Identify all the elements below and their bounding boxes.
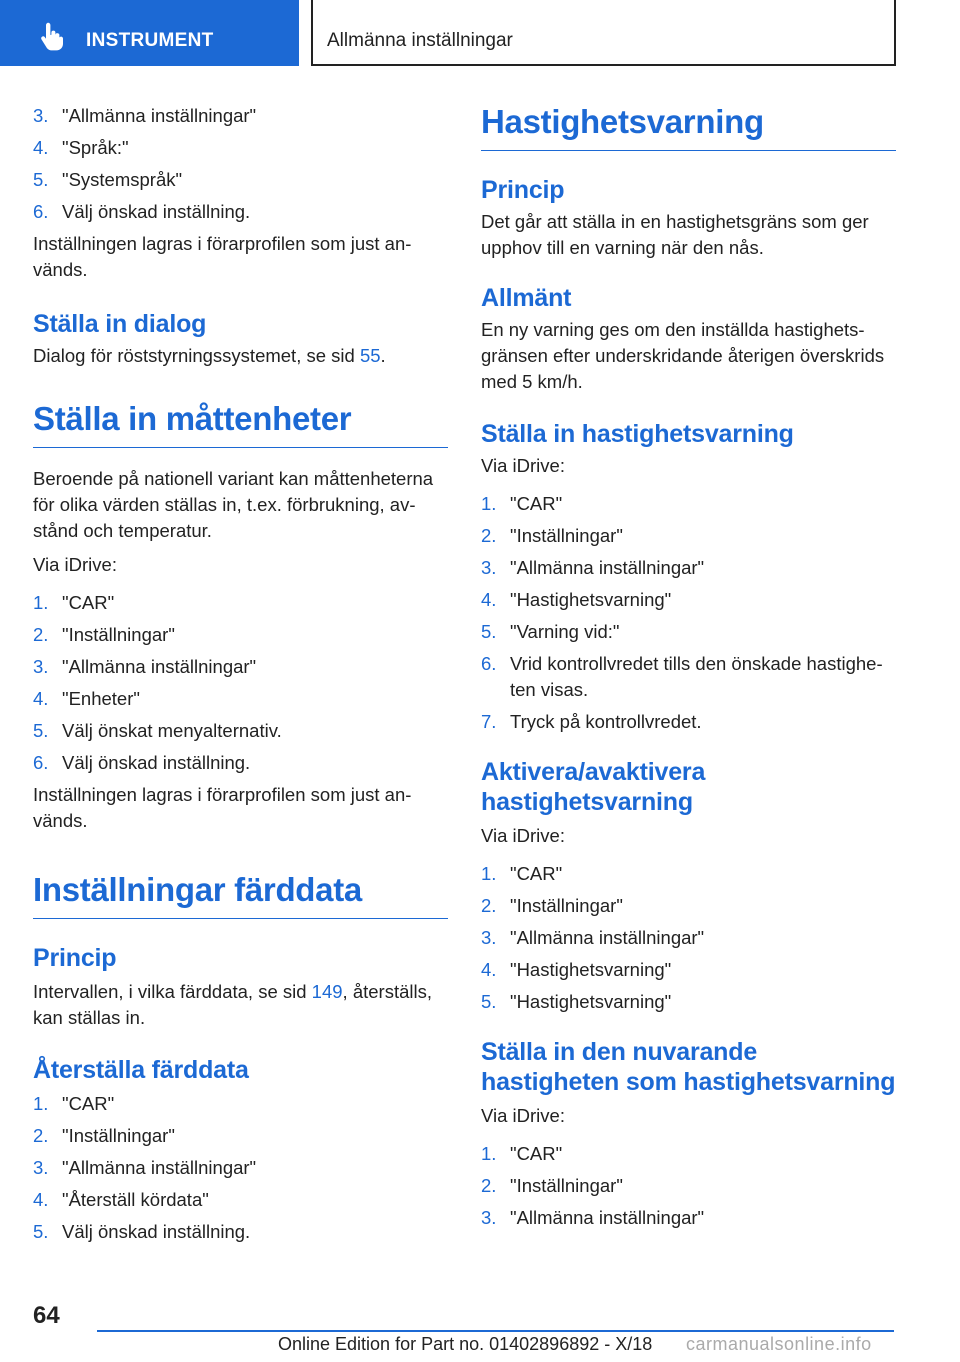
step-number: 5.: [481, 621, 497, 642]
step-text: "Allmänna inställningar": [62, 656, 257, 677]
watermark: carmanualsonline.info: [686, 1334, 872, 1354]
step-text: Välj önskat menyalternativ.: [62, 720, 282, 741]
step-text: Tryck på kontrollvredet.: [510, 711, 702, 732]
chapter-tab-label: INSTRUMENT: [86, 30, 214, 51]
step-text: "Inställningar": [62, 1125, 175, 1146]
list-item: [33, 135, 448, 161]
current-speed-via: Via iDrive:: [481, 1105, 565, 1126]
list-item: [33, 103, 448, 129]
edition-text: Online Edition for Part no. 01402896892 - X/18: [278, 1334, 653, 1354]
list-item: [33, 718, 448, 744]
list-item: [481, 587, 896, 613]
list-item: [481, 709, 896, 735]
step-text: "Hastighetsvarning": [510, 589, 672, 610]
language-steps: [33, 103, 448, 225]
dialog-text: [33, 343, 448, 369]
trip-principle-main: Intervallen, i vilka färddata, se sid: [33, 981, 312, 1002]
list-item: [481, 1205, 896, 1231]
step-number: 4.: [481, 959, 497, 980]
step-text: Välj önskad inställning.: [62, 201, 251, 222]
step-text: "Inställningar": [510, 895, 623, 916]
set-speed-steps: [481, 491, 896, 735]
current-speed-steps: [481, 1141, 896, 1231]
step-number: 5.: [33, 720, 49, 741]
step-number: 1.: [33, 1093, 49, 1114]
step-number: 3.: [33, 656, 49, 677]
list-item: [481, 491, 896, 517]
step-number: 6.: [33, 201, 49, 222]
units-intro: Beroende på nationell variant kan måttenheterna för olika värden ställas in, t.ex. förbrukning, av‐ stånd och temperatur.: [33, 468, 434, 541]
list-item: [33, 622, 448, 648]
step-number: 3.: [481, 927, 497, 948]
list-item: [481, 619, 896, 645]
step-number: 5.: [33, 169, 49, 190]
step-text: Välj önskad inställning.: [62, 1221, 251, 1242]
step-text: "Inställningar": [510, 525, 623, 546]
step-text: "Allmänna inställningar": [510, 1207, 705, 1228]
list-item: [481, 1141, 896, 1167]
step-number: 2.: [481, 1175, 497, 1196]
list-item: [33, 590, 448, 616]
step-number: 4.: [481, 589, 497, 610]
trip-heading: Inställningar färddata: [33, 870, 448, 919]
note-text: Inställningen lagras i förarprofilen som just an‐ vänds.: [33, 233, 412, 280]
step-number: 1.: [33, 592, 49, 613]
list-item: [481, 555, 896, 581]
units-heading: Ställa in måttenheter: [33, 399, 448, 448]
list-item: [481, 957, 896, 983]
step-number: 4.: [33, 1189, 49, 1210]
trip-principle-end: , återställs, kan ställas in.: [33, 981, 432, 1028]
reset-heading: Återställa färddata: [33, 1056, 249, 1084]
speed-principle-text: Det går att ställa in en hastighetsgräns som ger upphov till en varning när den nås.: [481, 211, 869, 258]
list-item: [481, 989, 896, 1015]
step-text: "Inställningar": [62, 624, 175, 645]
page-link-149[interactable]: 149: [311, 981, 343, 1002]
step-number: 2.: [481, 895, 497, 916]
page-link-55[interactable]: 55: [359, 345, 381, 366]
step-text: "Hastighetsvarning": [510, 991, 672, 1012]
step-text: "Allmänna inställningar": [510, 557, 705, 578]
chapter-tab[interactable]: [0, 0, 299, 66]
units-steps: [33, 590, 448, 776]
list-item: [481, 523, 896, 549]
step-number: 4.: [33, 688, 49, 709]
step-text: "CAR": [62, 592, 115, 613]
list-item: [33, 1091, 448, 1117]
step-number: 6.: [481, 653, 497, 674]
step-text: "CAR": [510, 1143, 563, 1164]
list-item: [33, 1219, 448, 1245]
step-number: 3.: [33, 105, 49, 126]
step-text: "CAR": [62, 1093, 115, 1114]
section-header: [311, 0, 896, 66]
step-number: 1.: [481, 493, 497, 514]
step-text: "Enheter": [62, 688, 140, 709]
step-text: "CAR": [510, 493, 563, 514]
note-text-2: Inställningen lagras i förarprofilen som just an‐ vänds.: [33, 784, 412, 831]
step-text: "Språk:": [62, 137, 129, 158]
list-item: [481, 1173, 896, 1199]
step-number: 1.: [481, 1143, 497, 1164]
general-heading: Allmänt: [481, 284, 572, 312]
list-item: [33, 1187, 448, 1213]
step-text: "Allmänna inställningar": [510, 927, 705, 948]
reset-steps: [33, 1091, 448, 1245]
list-item: [33, 167, 448, 193]
list-item: [481, 893, 896, 919]
list-item: [33, 686, 448, 712]
list-item: [33, 654, 448, 680]
dialog-heading: Ställa in dialog: [33, 310, 207, 338]
step-text: "Varning vid:": [510, 621, 620, 642]
activate-heading: Aktivera/avaktivera hastighetsvarning: [481, 758, 706, 816]
speed-heading: Hastighetsvarning: [481, 102, 896, 151]
list-item: [33, 1155, 448, 1181]
list-item: [481, 925, 896, 951]
step-text: "CAR": [510, 863, 563, 884]
section-title: Allmänna inställningar: [327, 30, 513, 51]
list-item: [481, 861, 896, 887]
speed-principle-heading: Princip: [481, 176, 565, 204]
step-text: Välj önskad inställning.: [62, 752, 251, 773]
current-speed-heading: Ställa in den nuvarande hastigheten som hastighetsvarning: [481, 1038, 896, 1096]
step-number: 2.: [481, 525, 497, 546]
activate-via: Via iDrive:: [481, 825, 565, 846]
units-via: Via iDrive:: [33, 554, 117, 575]
step-number: 3.: [481, 557, 497, 578]
set-speed-via: Via iDrive:: [481, 455, 565, 476]
activate-steps: [481, 861, 896, 1015]
step-number: 3.: [481, 1207, 497, 1228]
step-number: 6.: [33, 752, 49, 773]
step-number: 2.: [33, 1125, 49, 1146]
list-item: [33, 750, 448, 776]
step-number: 3.: [33, 1157, 49, 1178]
step-text: "Systemspråk": [62, 169, 183, 190]
step-number: 4.: [33, 137, 49, 158]
left-column: [33, 100, 448, 1251]
set-speed-heading: Ställa in hastighetsvarning: [481, 420, 794, 448]
list-item: [33, 1123, 448, 1149]
step-number: 2.: [33, 624, 49, 645]
step-text: "Återställ kördata": [62, 1189, 209, 1210]
step-number: 5.: [481, 991, 497, 1012]
step-text: Vrid kontrollvredet tills den önskade hastighe‐ ten visas.: [510, 653, 883, 700]
page-number: 64: [33, 1302, 60, 1329]
list-item: [33, 199, 448, 225]
hand-pointer-icon: [36, 22, 66, 52]
step-number: 1.: [481, 863, 497, 884]
general-text: En ny varning ges om den inställda hastighets‐ gränsen efter underskridande återigen överskrids med 5 km/h.: [481, 319, 885, 392]
right-column: [481, 100, 896, 1237]
footer-rule: [97, 1330, 894, 1332]
step-number: 5.: [33, 1221, 49, 1242]
dialog-text-end: .: [380, 345, 386, 366]
list-item: [481, 651, 896, 703]
step-text: "Allmänna inställningar": [62, 1157, 257, 1178]
step-text: "Allmänna inställningar": [62, 105, 257, 126]
step-text: "Hastighetsvarning": [510, 959, 672, 980]
trip-principle-heading: Princip: [33, 944, 117, 972]
step-number: 7.: [481, 711, 497, 732]
step-text: "Inställningar": [510, 1175, 623, 1196]
trip-principle-text: [33, 979, 448, 1031]
dialog-text-main: Dialog för röststyrningssystemet, se sid: [33, 345, 360, 366]
